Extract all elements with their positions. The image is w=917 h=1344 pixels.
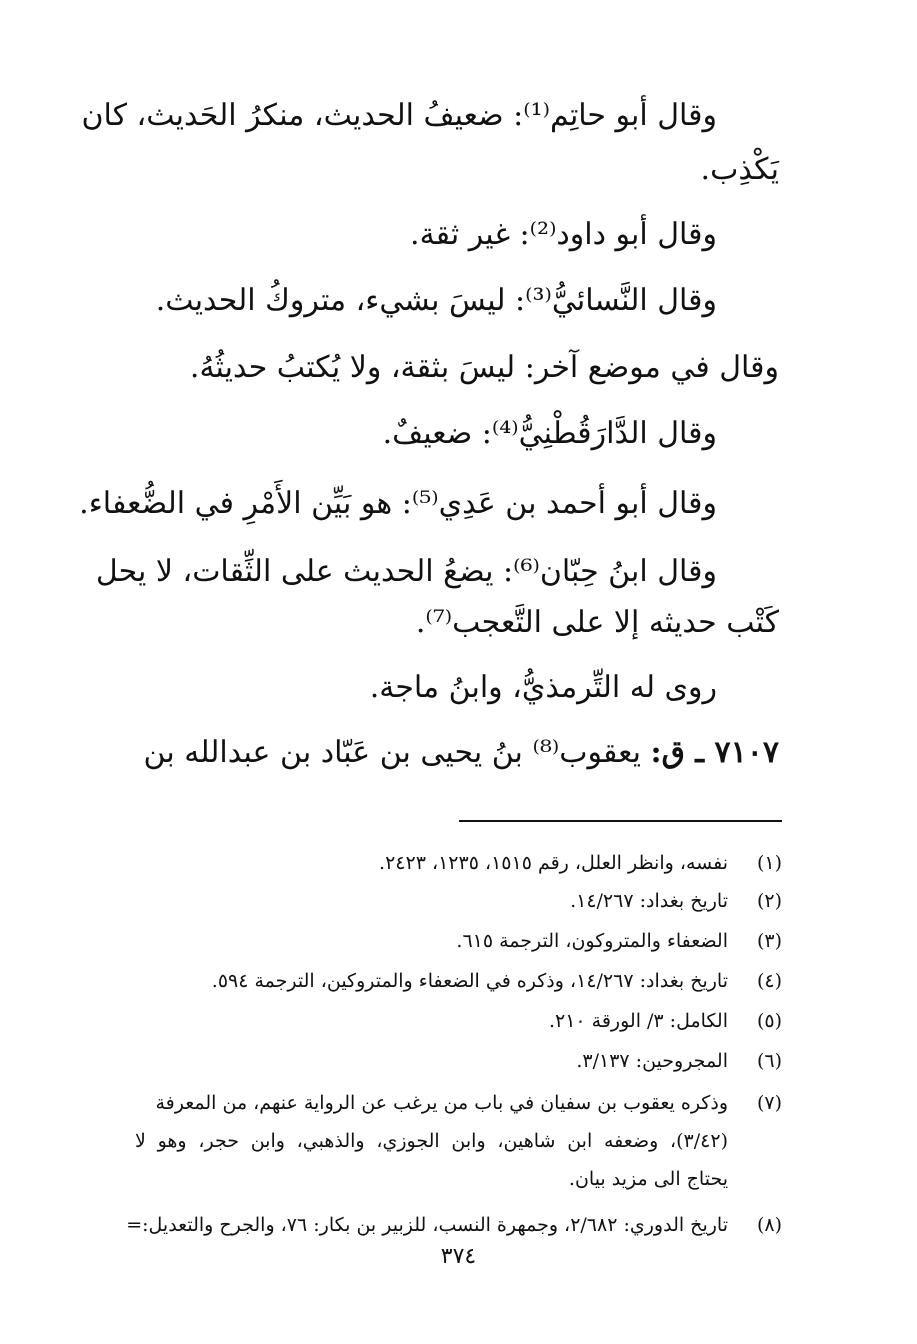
footnote-1 (135, 846, 782, 880)
text-line-5: وقال في موضع آخر: ليسَ بثقة، ولا يُكتبُ حديثُهُ. (189, 350, 779, 385)
footnote-7 (135, 1086, 782, 1120)
footnote-6 (135, 1044, 782, 1078)
footnote-text: تاريخ بغداد: ١٤/٢٦٧. (570, 890, 728, 912)
footnote-number: (٥) (756, 1010, 782, 1032)
footnote-text: تاريخ الدوري: ٢/٦٨٢، وجمهرة النسب، للزبير بن بكار: ٧٦، والجرح والتعديل:= (126, 1214, 728, 1236)
footnote-5 (135, 1004, 782, 1038)
footnote-number: (٤) (756, 970, 782, 992)
text-line-6: وقال الدَّارَقُطْنِيُّ⁽⁴⁾: ضعيفٌ. (382, 416, 717, 451)
text-line-4: وقال النَّسائيُّ⁽³⁾: ليسَ بشيء، متروكُ الحديث. (155, 283, 717, 318)
page-number: ٣٧٤ (440, 1244, 477, 1269)
footnote-4 (135, 964, 782, 998)
footnote-7-line-3: يحتاج الى مزيد بيان. (568, 1168, 728, 1190)
footnote-text: نفسه، وانظر العلل، رقم ١٥١٥، ١٢٣٥، ٢٤٢٣. (379, 852, 728, 874)
footnote-number: (٨) (756, 1214, 782, 1236)
footnote-number: (٢) (756, 890, 782, 912)
footnote-separator (459, 820, 782, 822)
footnote-text: المجروحين: ٣/١٣٧. (576, 1050, 728, 1072)
footnote-number: (٦) (756, 1050, 782, 1072)
entry-line-7107 (138, 733, 779, 773)
footnote-7-line-2: (٣/٤٢)، وضعفه ابن شاهين، وابن الجوزي، والذهبي، وابن حجر، وهو لا (135, 1130, 728, 1152)
text-line-10: روى له التِّرمذيُّ، وابنُ ماجة. (369, 670, 717, 705)
footnote-8 (126, 1208, 782, 1242)
footnote-2 (135, 884, 782, 918)
text-line-2: يَكْذِب. (700, 152, 779, 187)
text-line-1: وقال أبو حاتِم⁽¹⁾: ضعيفُ الحديث، منكرُ الحَديث، كان (81, 98, 717, 133)
footnote-text: تاريخ بغداد: ١٤/٢٦٧، وذكره في الضعفاء والمتروكين، الترجمة ٥٩٤. (211, 970, 728, 992)
footnote-text: وذكره يعقوب بن سفيان في باب من يرغب عن الرواية عنهم، من المعرفة (155, 1092, 728, 1114)
text-line-9: كَتْب حديثه إلا على التَّعجب⁽⁷⁾. (415, 605, 779, 640)
text-line-3: وقال أبو داود⁽²⁾: غير ثقة. (410, 217, 717, 252)
footnote-text: الضعفاء والمتروكون، الترجمة ٦١٥. (456, 930, 728, 952)
footnote-3 (135, 924, 782, 958)
footnote-number: (١) (756, 852, 782, 874)
footnote-number: (٣) (756, 930, 782, 952)
footnote-number: (٧) (756, 1092, 782, 1114)
text-line-7: وقال أبو أحمد بن عَدِي⁽⁵⁾: هو بَيِّن الأَمْرِ في الضُّعفاء. (79, 486, 717, 521)
entry-number: ٧١٠٧ ـ ق: (650, 735, 779, 770)
entry-name: يعقوب⁽⁸⁾ بنُ يحيى بن عَبّاد بن عبدالله بن (143, 735, 641, 770)
footnote-text: الكامل: ٣/ الورقة ٢١٠. (548, 1010, 728, 1032)
text-line-8: وقال ابنُ حِبّان⁽⁶⁾: يضعُ الحديث على الثِّقات، لا يحل (95, 554, 717, 589)
